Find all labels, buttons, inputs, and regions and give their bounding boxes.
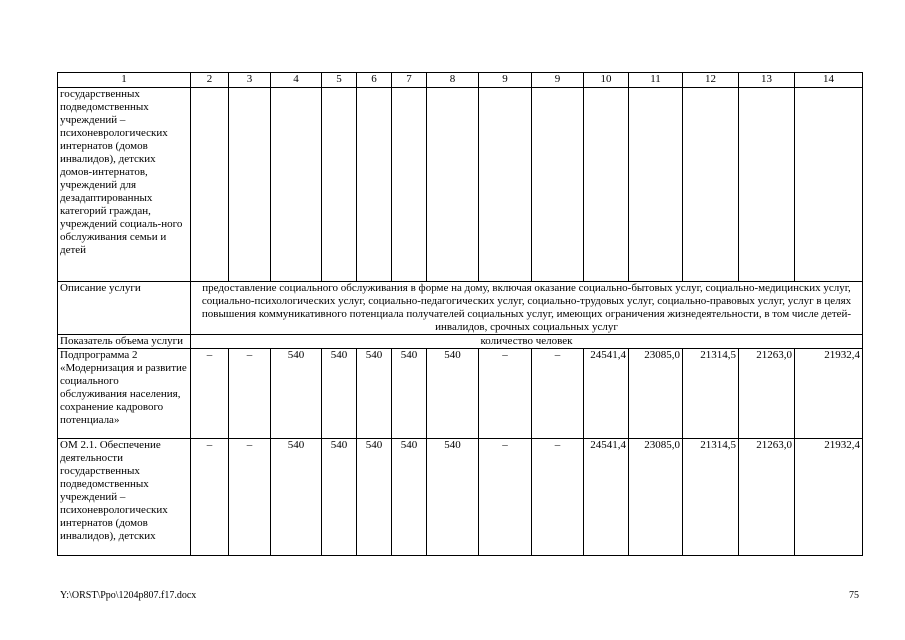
header-cell: 9 xyxy=(479,73,532,88)
value-cell: – xyxy=(229,349,271,439)
empty-cell xyxy=(739,88,795,282)
header-cell: 4 xyxy=(271,73,322,88)
empty-cell xyxy=(427,88,479,282)
service-description-label: Описание услуги xyxy=(58,282,191,335)
volume-indicator-label: Показатель объема услуги xyxy=(58,335,191,349)
value-cell: 540 xyxy=(322,439,357,556)
table-row xyxy=(58,349,863,439)
header-cell: 14 xyxy=(795,73,863,88)
value-cell: 540 xyxy=(392,349,427,439)
value-cell: – xyxy=(191,349,229,439)
empty-cell xyxy=(584,88,629,282)
table-row xyxy=(58,88,863,282)
empty-cell xyxy=(357,88,392,282)
header-row xyxy=(58,73,863,88)
value-cell: 540 xyxy=(392,439,427,556)
value-cell: 21932,4 xyxy=(795,439,863,556)
volume-indicator-row xyxy=(58,335,863,349)
service-description-row xyxy=(58,282,863,335)
empty-cell xyxy=(271,88,322,282)
header-cell: 1 xyxy=(58,73,191,88)
empty-cell xyxy=(392,88,427,282)
value-cell: 540 xyxy=(271,439,322,556)
value-cell: 540 xyxy=(357,349,392,439)
value-cell: – xyxy=(532,349,584,439)
header-cell: 11 xyxy=(629,73,683,88)
value-cell: 21314,5 xyxy=(683,349,739,439)
header-cell: 10 xyxy=(584,73,629,88)
empty-cell xyxy=(322,88,357,282)
value-cell: – xyxy=(229,439,271,556)
empty-cell xyxy=(683,88,739,282)
value-cell: 23085,0 xyxy=(629,349,683,439)
empty-cell xyxy=(629,88,683,282)
value-cell: – xyxy=(479,349,532,439)
header-cell: 5 xyxy=(322,73,357,88)
empty-cell xyxy=(532,88,584,282)
value-cell: 540 xyxy=(271,349,322,439)
value-cell: 540 xyxy=(322,349,357,439)
value-cell: 21263,0 xyxy=(739,439,795,556)
row-name-cell: Подпрограмма 2 «Модернизация и развитие социального обслуживания населения, сохранение кадрового потенциала» xyxy=(58,349,191,439)
value-cell: – xyxy=(532,439,584,556)
value-cell: 21932,4 xyxy=(795,349,863,439)
value-cell: – xyxy=(479,439,532,556)
empty-cell xyxy=(191,88,229,282)
header-cell: 2 xyxy=(191,73,229,88)
value-cell: 540 xyxy=(427,439,479,556)
value-cell: 23085,0 xyxy=(629,439,683,556)
volume-indicator-text: количество человек xyxy=(191,335,863,349)
empty-cell xyxy=(479,88,532,282)
header-cell: 6 xyxy=(357,73,392,88)
footer-file-path: Y:\ORST\Ppo\1204p807.f17.docx xyxy=(60,590,197,601)
value-cell: 24541,4 xyxy=(584,439,629,556)
header-cell: 13 xyxy=(739,73,795,88)
empty-cell xyxy=(795,88,863,282)
header-cell: 7 xyxy=(392,73,427,88)
data-table xyxy=(57,72,863,556)
header-cell: 9 xyxy=(532,73,584,88)
header-cell: 3 xyxy=(229,73,271,88)
value-cell: – xyxy=(191,439,229,556)
value-cell: 24541,4 xyxy=(584,349,629,439)
value-cell: 21263,0 xyxy=(739,349,795,439)
page-number: 75 xyxy=(849,590,859,601)
service-description-text: предоставление социального обслуживания в форме на дому, включая оказание социально-бытовых услуг, социально-медицинских услуг, социально-психологических услуг, социально-педагогических услуг, социально-трудовых услуг, социально-правовых услуг, услуг в целях повышения коммуникативного потенциала получателей социальных услуг, имеющих ограничения жизнедеятельности, в том числе детей-инвалидов, срочных социальных услуг xyxy=(191,282,863,335)
table-row xyxy=(58,439,863,556)
value-cell: 540 xyxy=(427,349,479,439)
value-cell: 21314,5 xyxy=(683,439,739,556)
header-cell: 12 xyxy=(683,73,739,88)
row-name-cell: ОМ 2.1. Обеспечение деятельности государственных подведомственных учреждений – психоневрологических интернатов (домов инвалидов), детских xyxy=(58,439,191,556)
empty-cell xyxy=(229,88,271,282)
value-cell: 540 xyxy=(357,439,392,556)
continued-name-cell: государственных подведомственных учреждений – психоневрологических интернатов (домов инвалидов), детских домов-интернатов, учреждений для дезадаптированных категорий граждан, учреждений социаль-ного обслуживания семьи и детей xyxy=(58,88,191,282)
header-cell: 8 xyxy=(427,73,479,88)
